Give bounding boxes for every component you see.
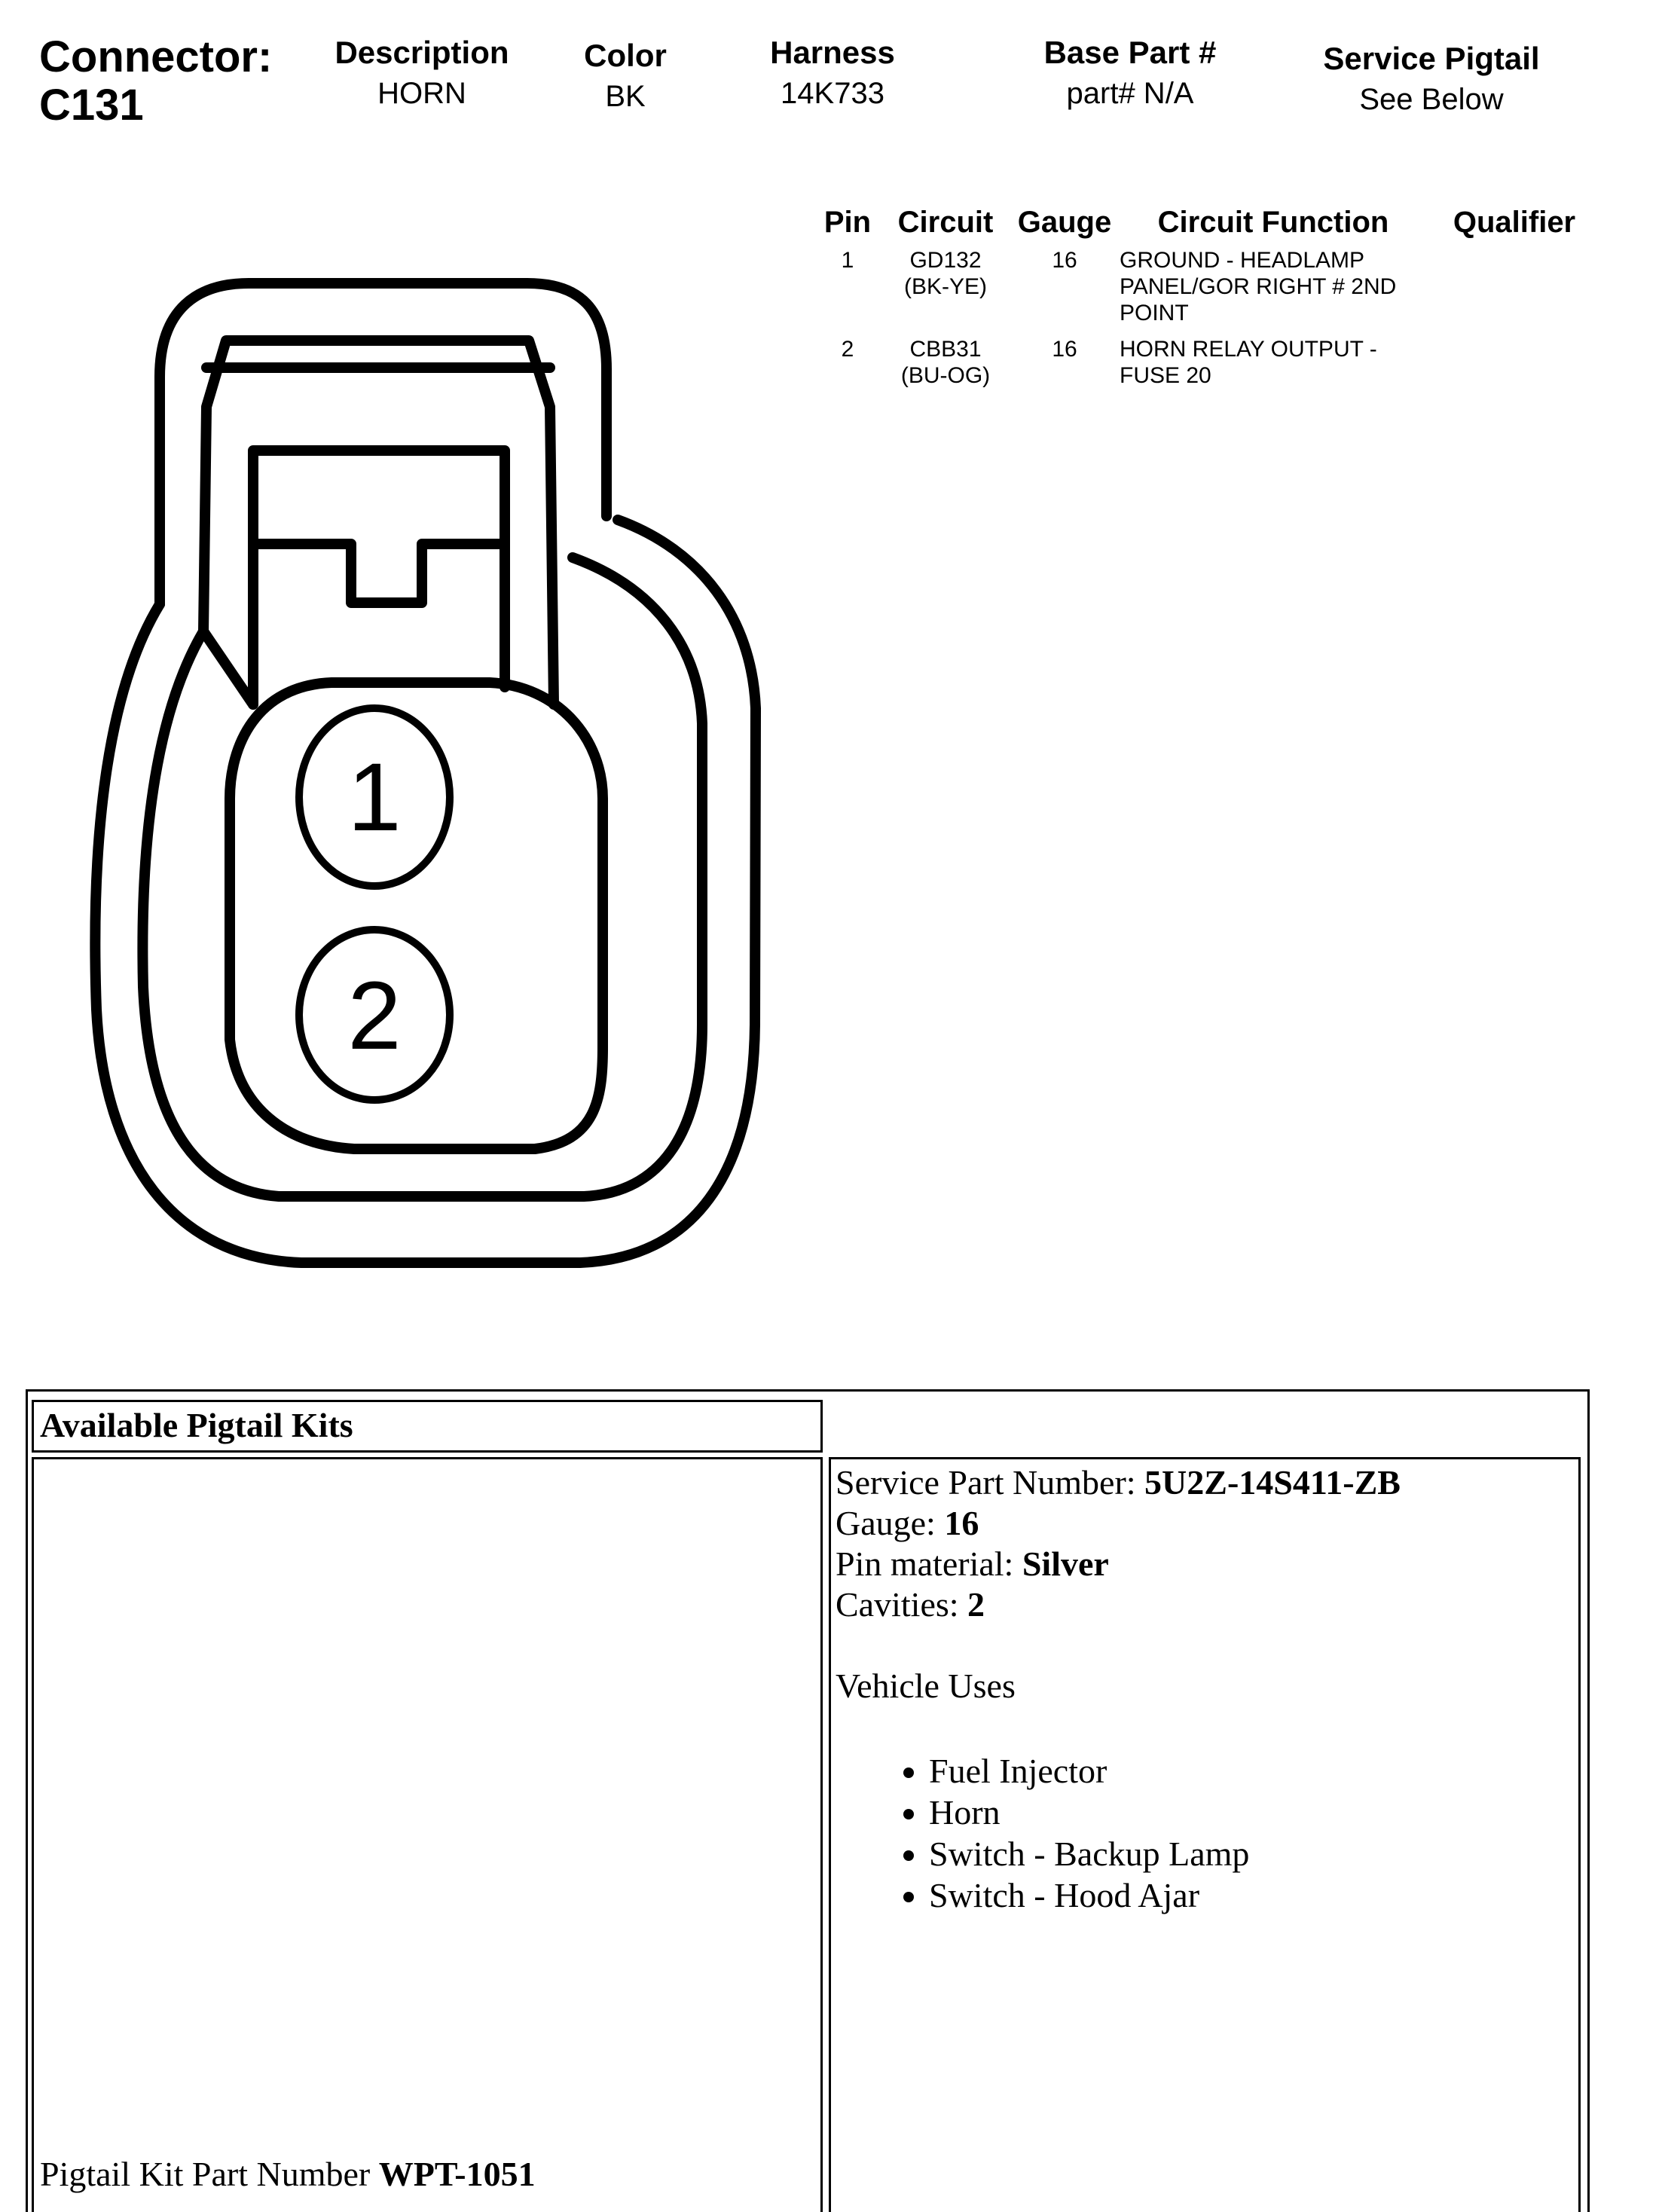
lock-notch-outline bbox=[253, 544, 505, 603]
pin-row-2-circuit-color: (BU-OG) bbox=[900, 363, 991, 388]
gauge-value: 16 bbox=[944, 1504, 979, 1542]
list-item: • Switch - Hood Ajar bbox=[929, 1874, 1401, 1916]
pin-table-header-gauge: Gauge bbox=[1017, 206, 1112, 239]
pigtail-kit-part-number bbox=[40, 2154, 536, 2195]
pigtail-details bbox=[836, 1462, 1401, 1916]
service-pigtail-value: See Below bbox=[1359, 83, 1504, 116]
connector-id: C131 bbox=[39, 81, 144, 130]
service-pigtail-label: Service Pigtail bbox=[1323, 41, 1540, 76]
connector-face-diagram bbox=[0, 0, 829, 1296]
vehicle-uses-list bbox=[836, 1750, 1401, 1916]
color-value: BK bbox=[605, 80, 646, 113]
pin-row-1-pin: 1 bbox=[841, 248, 854, 273]
pin-row-1-function bbox=[1120, 247, 1436, 326]
harness-value: 14K733 bbox=[781, 77, 884, 110]
pin-table-header-circuit: Circuit bbox=[897, 206, 994, 239]
connector-label: Connector: bbox=[39, 32, 273, 81]
pin-table-header-pin: Pin bbox=[823, 206, 872, 239]
pin-row-2-gauge: 16 bbox=[1052, 337, 1077, 362]
base-part-value: part# N/A bbox=[1066, 77, 1194, 110]
pin-row-1-function-line: GROUND - HEADLAMP bbox=[1120, 248, 1365, 273]
list-item: • Fuel Injector bbox=[929, 1750, 1401, 1792]
service-part-value: 5U2Z-14S411-ZB bbox=[1144, 1463, 1401, 1502]
vehicle-uses-label: Vehicle Uses bbox=[836, 1667, 1016, 1705]
cavities-line bbox=[836, 1584, 1401, 1625]
lock-window-outline bbox=[253, 451, 505, 704]
pigtail-title-cell bbox=[32, 1400, 823, 1453]
pigtail-title: Available Pigtail Kits bbox=[40, 1406, 353, 1444]
pin-row-1-function-line: POINT bbox=[1120, 301, 1189, 325]
list-item: • Horn bbox=[929, 1792, 1401, 1833]
gauge-line bbox=[836, 1503, 1401, 1544]
pin-row-1-gauge: 16 bbox=[1052, 248, 1077, 273]
pin-row-2-circuit-code: CBB31 bbox=[909, 337, 982, 362]
pin-material-line bbox=[836, 1544, 1401, 1584]
pin-table-header-qualifier: Qualifier bbox=[1453, 206, 1576, 239]
color-label: Color bbox=[584, 38, 667, 73]
description-label: Description bbox=[335, 35, 509, 70]
pin-row-1-circuit bbox=[885, 247, 1006, 300]
pin-row-2-function bbox=[1120, 336, 1436, 389]
pin-row-2-pin: 2 bbox=[841, 337, 854, 362]
service-pigtail-column bbox=[1296, 39, 1567, 121]
cavities-value: 2 bbox=[967, 1585, 985, 1624]
cavities-label: Cavities: bbox=[836, 1585, 968, 1624]
pin-row-1-circuit-code: GD132 bbox=[909, 248, 982, 273]
service-part-line bbox=[836, 1462, 1401, 1503]
pin-material-value: Silver bbox=[1022, 1544, 1109, 1583]
gauge-label: Gauge: bbox=[836, 1504, 945, 1542]
kit-part-label: Pigtail Kit Part Number bbox=[40, 2155, 379, 2193]
service-part-label: Service Part Number: bbox=[836, 1463, 1145, 1502]
kit-part-value: WPT-1051 bbox=[378, 2155, 536, 2193]
pin-table-header-function: Circuit Function bbox=[1157, 206, 1389, 239]
latch-outer-outline bbox=[160, 283, 606, 604]
description-value: HORN bbox=[377, 77, 466, 110]
base-part-column bbox=[1017, 33, 1243, 115]
pin-row-2-circuit bbox=[885, 336, 1006, 389]
pigtail-kit-cell bbox=[32, 1457, 823, 2212]
latch-brace-line bbox=[203, 631, 253, 704]
list-item: • Switch - Backup Lamp bbox=[929, 1833, 1401, 1874]
pin-row-1-circuit-color: (BK-YE) bbox=[903, 274, 987, 299]
pin-row-2-function-line: FUSE 20 bbox=[1120, 363, 1211, 388]
cavity-1-label: 1 bbox=[347, 744, 402, 851]
cavity-block-outline bbox=[230, 683, 603, 1149]
pin-material-label: Pin material: bbox=[836, 1544, 1022, 1583]
pin-row-1-function-line: PANEL/GOR RIGHT # 2ND bbox=[1120, 274, 1397, 299]
harness-label: Harness bbox=[770, 35, 895, 70]
pigtail-details-cell bbox=[829, 1457, 1581, 2212]
base-part-label: Base Part # bbox=[1043, 35, 1217, 70]
cavity-2-label: 2 bbox=[347, 962, 402, 1070]
pin-row-2-function-line: HORN RELAY OUTPUT - bbox=[1120, 337, 1377, 362]
